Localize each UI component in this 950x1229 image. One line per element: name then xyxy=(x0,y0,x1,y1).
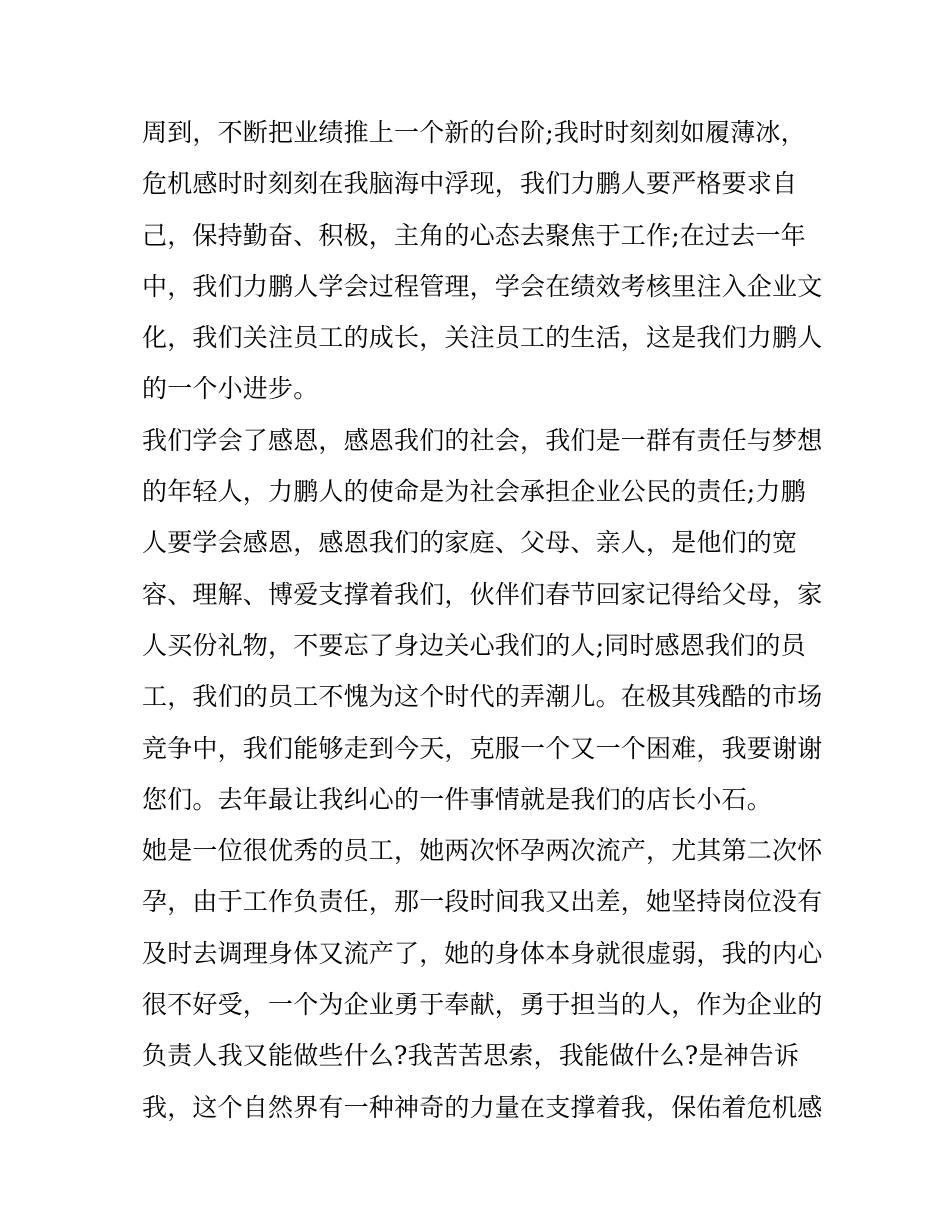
text-line: 人买份礼物，不要忘了身边关心我们的人;同时感恩我们的员 xyxy=(142,630,806,660)
body-text xyxy=(142,107,822,1133)
text-line: 己，保持勤奋、积极，主角的心态去聚焦于工作;在过去一年 xyxy=(142,220,806,250)
text-line: 化，我们关注员工的成长，关注员工的生活，这是我们力鹏人 xyxy=(142,323,823,353)
text-line: 的一个小进步。 xyxy=(142,374,319,404)
text-line: 很不好受，一个为企业勇于奉献，勇于担当的人，作为企业的 xyxy=(142,990,823,1020)
text-line: 的年轻人，力鹏人的使命是为社会承担企业公民的责任;力鹏 xyxy=(142,477,806,507)
text-line: 我们学会了感恩，感恩我们的社会，我们是一群有责任与梦想 xyxy=(142,425,823,455)
text-line: 人要学会感恩，感恩我们的家庭、父母、亲人，是他们的宽 xyxy=(142,528,798,558)
text-line: 中，我们力鹏人学会过程管理，学会在绩效考核里注入企业文 xyxy=(142,271,823,301)
text-line: 孕，由于工作负责任，那一段时间我又出差，她坚持岗位没有 xyxy=(142,887,823,917)
text-line: 工，我们的员工不愧为这个时代的弄潮儿。在极其残酷的市场 xyxy=(142,682,823,712)
text-line: 及时去调理身体又流产了，她的身体本身就很虚弱，我的内心 xyxy=(142,938,823,968)
text-line: 危机感时时刻刻在我脑海中浮现，我们力鹏人要严格要求自 xyxy=(142,169,798,199)
text-line: 您们。去年最让我纠心的一件事情就是我们的店长小石。 xyxy=(142,784,773,814)
text-line: 她是一位很优秀的员工，她两次怀孕两次流产，尤其第二次怀 xyxy=(142,836,823,866)
text-line: 我，这个自然界有一种神奇的力量在支撑着我，保佑着危机感 xyxy=(142,1092,823,1122)
text-line: 容、理解、博爱支撑着我们，伙伴们春节回家记得给父母，家 xyxy=(142,579,823,609)
text-line: 周到，不断把业绩推上一个新的台阶;我时时刻刻如履薄冰， xyxy=(142,118,806,147)
text-line: 负责人我又能做些什么?我苦苦思索，我能做什么?是神告诉 xyxy=(142,1041,800,1071)
text-line: 竞争中，我们能够走到今天，克服一个又一个困难，我要谢谢 xyxy=(142,733,823,763)
